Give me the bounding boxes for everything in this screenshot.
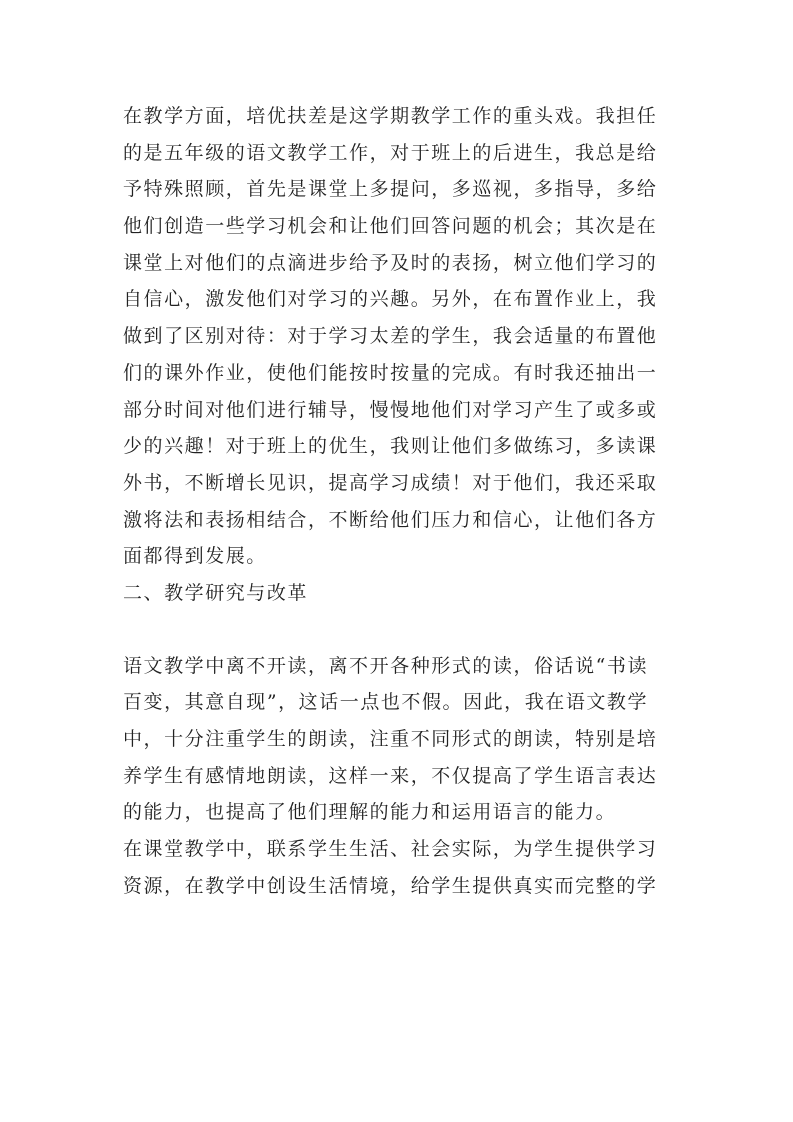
document-body (123, 98, 673, 904)
text-line: 百变，其意自现”，这话一点也不假。因此，我在语文教学 (123, 691, 649, 714)
text-line: 部分时间对他们进行辅导，慢慢地他们对学习产生了或多或 (123, 398, 658, 421)
paragraph-classroom (123, 831, 673, 904)
text-line: 的是五年级的语文教学工作，对于班上的后进生，我总是给 (123, 141, 658, 164)
paragraph-teaching-aspects (123, 98, 673, 575)
text-line: 予特殊照顾，首先是课堂上多提问，多巡视，多指导，多给 (123, 178, 658, 201)
text-line: 养学生有感情地朗读，这样一来，不仅提高了学生语言表达 (123, 764, 658, 787)
text-line: 外书，不断增长见识，提高学习成绩！对于他们，我还采取 (123, 471, 658, 494)
text-line: 少的兴趣！对于班上的优生，我则让他们多做练习，多读课 (123, 435, 658, 458)
blank-line (123, 612, 673, 648)
section-heading: 二、教学研究与改革 (123, 581, 308, 604)
paragraph-reading (123, 648, 673, 831)
text-line: 面都得到发展。 (123, 545, 267, 568)
text-line: 激将法和表扬相结合，不断给他们压力和信心，让他们各方 (123, 508, 658, 531)
text-line: 中，十分注重学生的朗读，注重不同形式的朗读，特别是培 (123, 728, 658, 750)
text-line: 的能力，也提高了他们理解的能力和运用语言的能力。 (123, 801, 617, 824)
text-line: 在教学方面，培优扶差是这学期教学工作的重头戏。我担任 (123, 105, 658, 127)
text-line: 自信心，激发他们对学习的兴趣。另外，在布置作业上，我 (123, 288, 658, 311)
text-line: 资源，在教学中创设生活情境，给学生提供真实而完整的学 (123, 874, 658, 897)
text-line: 他们创造一些学习机会和让他们回答问题的机会；其次是在 (123, 215, 658, 238)
text-line: 做到了区别对待：对于学习太差的学生，我会适量的布置他 (123, 325, 658, 348)
text-line: 语文教学中离不开读，离不开各种形式的读，俗话说“书读 (123, 654, 649, 677)
text-line: 在课堂教学中，联系学生生活、社会实际，为学生提供学习 (123, 838, 658, 861)
text-line: 课堂上对他们的点滴进步给予及时的表扬，树立他们学习的 (123, 251, 658, 274)
text-line: 们的课外作业，使他们能按时按量的完成。有时我还抽出一 (123, 361, 658, 384)
